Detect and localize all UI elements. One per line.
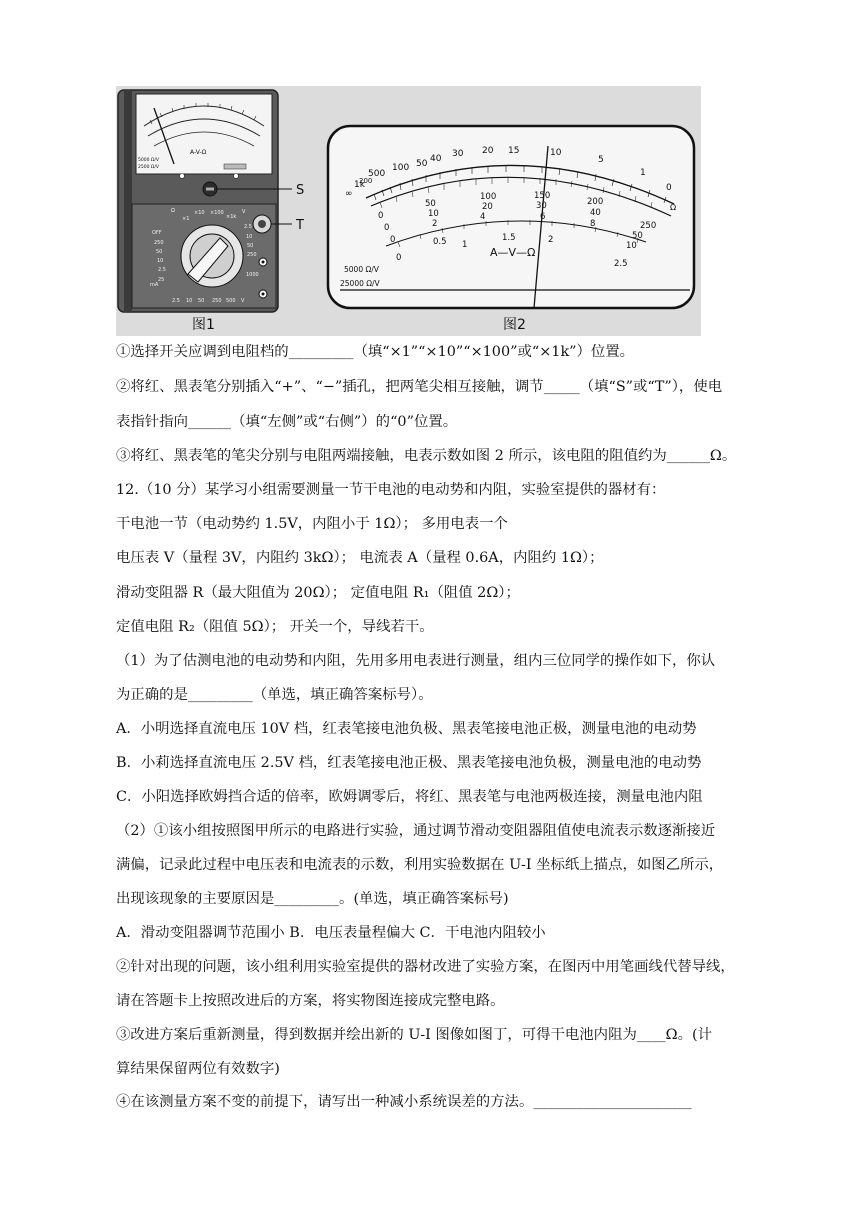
knob-label: 25 [158, 277, 165, 283]
part-2-step-1-options: A．滑动变阻器调节范围小 B．电压表量程偏大 C．干电池内阻较小 [116, 925, 546, 941]
part-1-question: （1）为了估测电池的电动势和内阻，先用多用电表进行测量，组内三位同学的操作如下，你认 [116, 653, 716, 669]
fig2-center-label: A—V—Ω [490, 246, 536, 259]
part-2-step-1: （2）①该小组按照图甲所示的电路进行实验，通过调节滑动变阻器阻值使电流表示数逐渐接近 [116, 823, 716, 839]
dc-label-a: 50 [425, 199, 436, 209]
ohm-label: ∞ [345, 189, 353, 199]
ohm-label: 1 [640, 168, 646, 178]
ohm-label: 10 [550, 148, 562, 158]
ohm-label: 20 [482, 146, 494, 156]
part-1-option-b: B．小莉选择直流电压 2.5V 档，红表笔接电池正极、黑表笔接电池负极，测量电池的电动势 [116, 755, 702, 771]
knob-label: ×100 [210, 210, 224, 216]
part-2-step-2-cont: 请在答题卡上按照改进后的方案，将实物图连接成完整电路。 [116, 993, 505, 1009]
dc-label-c: 8 [590, 219, 596, 229]
dc-label-c: 4 [480, 212, 486, 222]
question-11-step-3: ③将红、黑表笔的笔尖分别与电阻两端接触，电表示数如图 2 所示，该电阻的阻值约为______Ω。 [116, 448, 737, 464]
fig1-dial-text: A-V-Ω [190, 149, 207, 156]
knob-label: 250 [247, 252, 257, 258]
knob-label-off: OFF [152, 230, 162, 236]
part-2-step-3-cont: 算结果保留两位有效数字) [116, 1061, 280, 1077]
knob-label: ×10 [194, 210, 205, 216]
equipment-line-2: 电压表 V（量程 3V，内阻约 3kΩ）； 电流表 A（量程 0.6A，内阻约 1Ω）； [116, 550, 604, 566]
knob-label: 2.5 [158, 267, 166, 273]
question-11-step-2: ②将红、黑表笔分别插入“+”、“−”插孔，把两笔尖相互接触，调节_____（填“S”或“T”），使电 [116, 379, 723, 395]
dc-label-a: 150 [534, 191, 551, 201]
ohm-label: 40 [430, 154, 442, 164]
knob-label: 500 [226, 298, 236, 304]
fig2-sens-1: 5000 Ω/V [344, 265, 379, 274]
equipment-line-4: 定值电阻 R₂（阻值 5Ω）； 开关一个，导线若干。 [116, 619, 434, 635]
knob-label: V [242, 209, 246, 215]
knob-label: 10 [186, 298, 193, 304]
dc-label-b: 20 [482, 202, 493, 212]
part-2-step-2: ②针对出现的问题，该小组利用实验室提供的器材改进了实验方案，在图丙中用笔画线代替导线， [116, 959, 735, 975]
dc-label-b: 50 [632, 231, 643, 241]
knob-label: ×1k [226, 214, 237, 220]
dc-label-b: 40 [590, 208, 601, 218]
knob-label: mA [150, 282, 159, 288]
knob-label: 50 [198, 298, 205, 304]
knob-label: 50 [247, 243, 254, 249]
knob-label: 10 [157, 258, 164, 264]
ac-label: 2 [548, 235, 554, 245]
figure-1-multimeter [118, 90, 304, 333]
question-12-title: 12.（10 分）某学习小组需要测量一节干电池的电动势和内阻，实验室提供的器材有： [116, 482, 666, 498]
dc-label-c: 10 [626, 241, 637, 251]
ac-label: 2.5 [614, 259, 628, 269]
ohm-label: 100 [392, 163, 410, 173]
part-2-step-1-cont: 满偏，记录此过程中电压表和电流表的示数，利用实验数据在 U-I 坐标纸上描点，如图乙所示， [116, 857, 724, 873]
ohm-label: 50 [416, 159, 428, 169]
dc-label-c: 2 [432, 219, 438, 229]
label-s: S [296, 183, 305, 198]
dc-label-a: 0 [378, 211, 384, 221]
figure-panel [116, 86, 701, 336]
question-11-step-2-cont: 表指针指向______（填“左侧”或“右侧”）的“0”位置。 [116, 414, 458, 430]
ac-label: 1.5 [502, 233, 516, 243]
part-1-option-c: C．小阳选择欧姆挡合适的倍率，欧姆调零后，将红、黑表笔与电池两极连接，测量电池内阻 [116, 789, 703, 805]
fig1-sens-1: 5000 Ω/V [138, 158, 159, 163]
ohm-label: 200 [359, 177, 373, 185]
knob-label: 10 [246, 234, 253, 240]
dc-label-b: 0 [384, 223, 390, 233]
ohm-label: 15 [508, 146, 520, 156]
figure-2-meter-face [328, 126, 694, 333]
ohm-label: 5 [598, 155, 604, 165]
equipment-line-3: 滑动变阻器 R（最大阻值为 20Ω）； 定值电阻 R₁（阻值 2Ω）； [116, 585, 520, 601]
knob-label: 2.5 [244, 224, 252, 230]
figures-svg [116, 86, 701, 336]
part-2-step-3: ③改进方案后重新测量，得到数据并绘出新的 U-I 图像如图丁，可得干电池内阻为____Ω。(计 [116, 1027, 712, 1043]
knob-label: 50 [156, 249, 163, 255]
equipment-line-1: 干电池一节（电动势约 1.5V，内阻小于 1Ω）； 多用电表一个 [116, 516, 508, 532]
ac-label: 1 [462, 240, 468, 250]
part-2-step-4: ④在该测量方案不变的前提下，请写出一种减小系统误差的方法。______________________ [116, 1094, 692, 1110]
question-11-step-1: ①选择开关应调到电阻档的_________（填“×1”“×10”“×100”或“×1k”）位置。 [116, 344, 635, 360]
knob-label: 250 [154, 240, 164, 246]
knob-label: 250 [212, 298, 222, 304]
dc-label-a: 100 [480, 192, 497, 202]
ac-label: 0.5 [433, 237, 447, 247]
fig1-caption: 图1 [192, 317, 215, 333]
ohm-label: 0 [666, 183, 672, 193]
label-t: T [296, 218, 304, 233]
ohm-label: 30 [452, 149, 464, 159]
ac-label: 0 [396, 253, 402, 263]
knob-label: ×1 [182, 216, 190, 222]
dc-label-c: 6 [540, 212, 546, 222]
fig1-sens-2: 2500 Ω/V [138, 165, 159, 170]
fig2-sens-2: 25000 Ω/V [340, 279, 380, 288]
knob-label: 1000 [246, 272, 259, 278]
dc-label-a: 200 [587, 197, 604, 207]
ohm-label: 500 [368, 169, 386, 179]
dc-label-b: 10 [428, 209, 439, 219]
dc-label-c: 0 [390, 235, 396, 245]
part-1-option-a: A．小明选择直流电压 10V 档，红表笔接电池负极、黑表笔接电池正极，测量电池的电动势 [116, 721, 697, 737]
fig2-caption: 图2 [503, 317, 526, 333]
dc-label-a: 250 [640, 221, 657, 231]
part-1-question-cont: 为正确的是_________（单选，填正确答案标号）。 [116, 687, 433, 703]
part-2-step-1-cont-2: 出现该现象的主要原因是_________。(单选，填正确答案标号) [116, 891, 509, 907]
knob-label: Ω [171, 208, 175, 214]
dc-label-b: 30 [536, 201, 547, 211]
knob-label: 2.5 [172, 298, 180, 304]
ohm-label: 1k [354, 180, 365, 190]
knob-label: V [241, 298, 245, 304]
ohm-unit-label: Ω [670, 203, 677, 212]
